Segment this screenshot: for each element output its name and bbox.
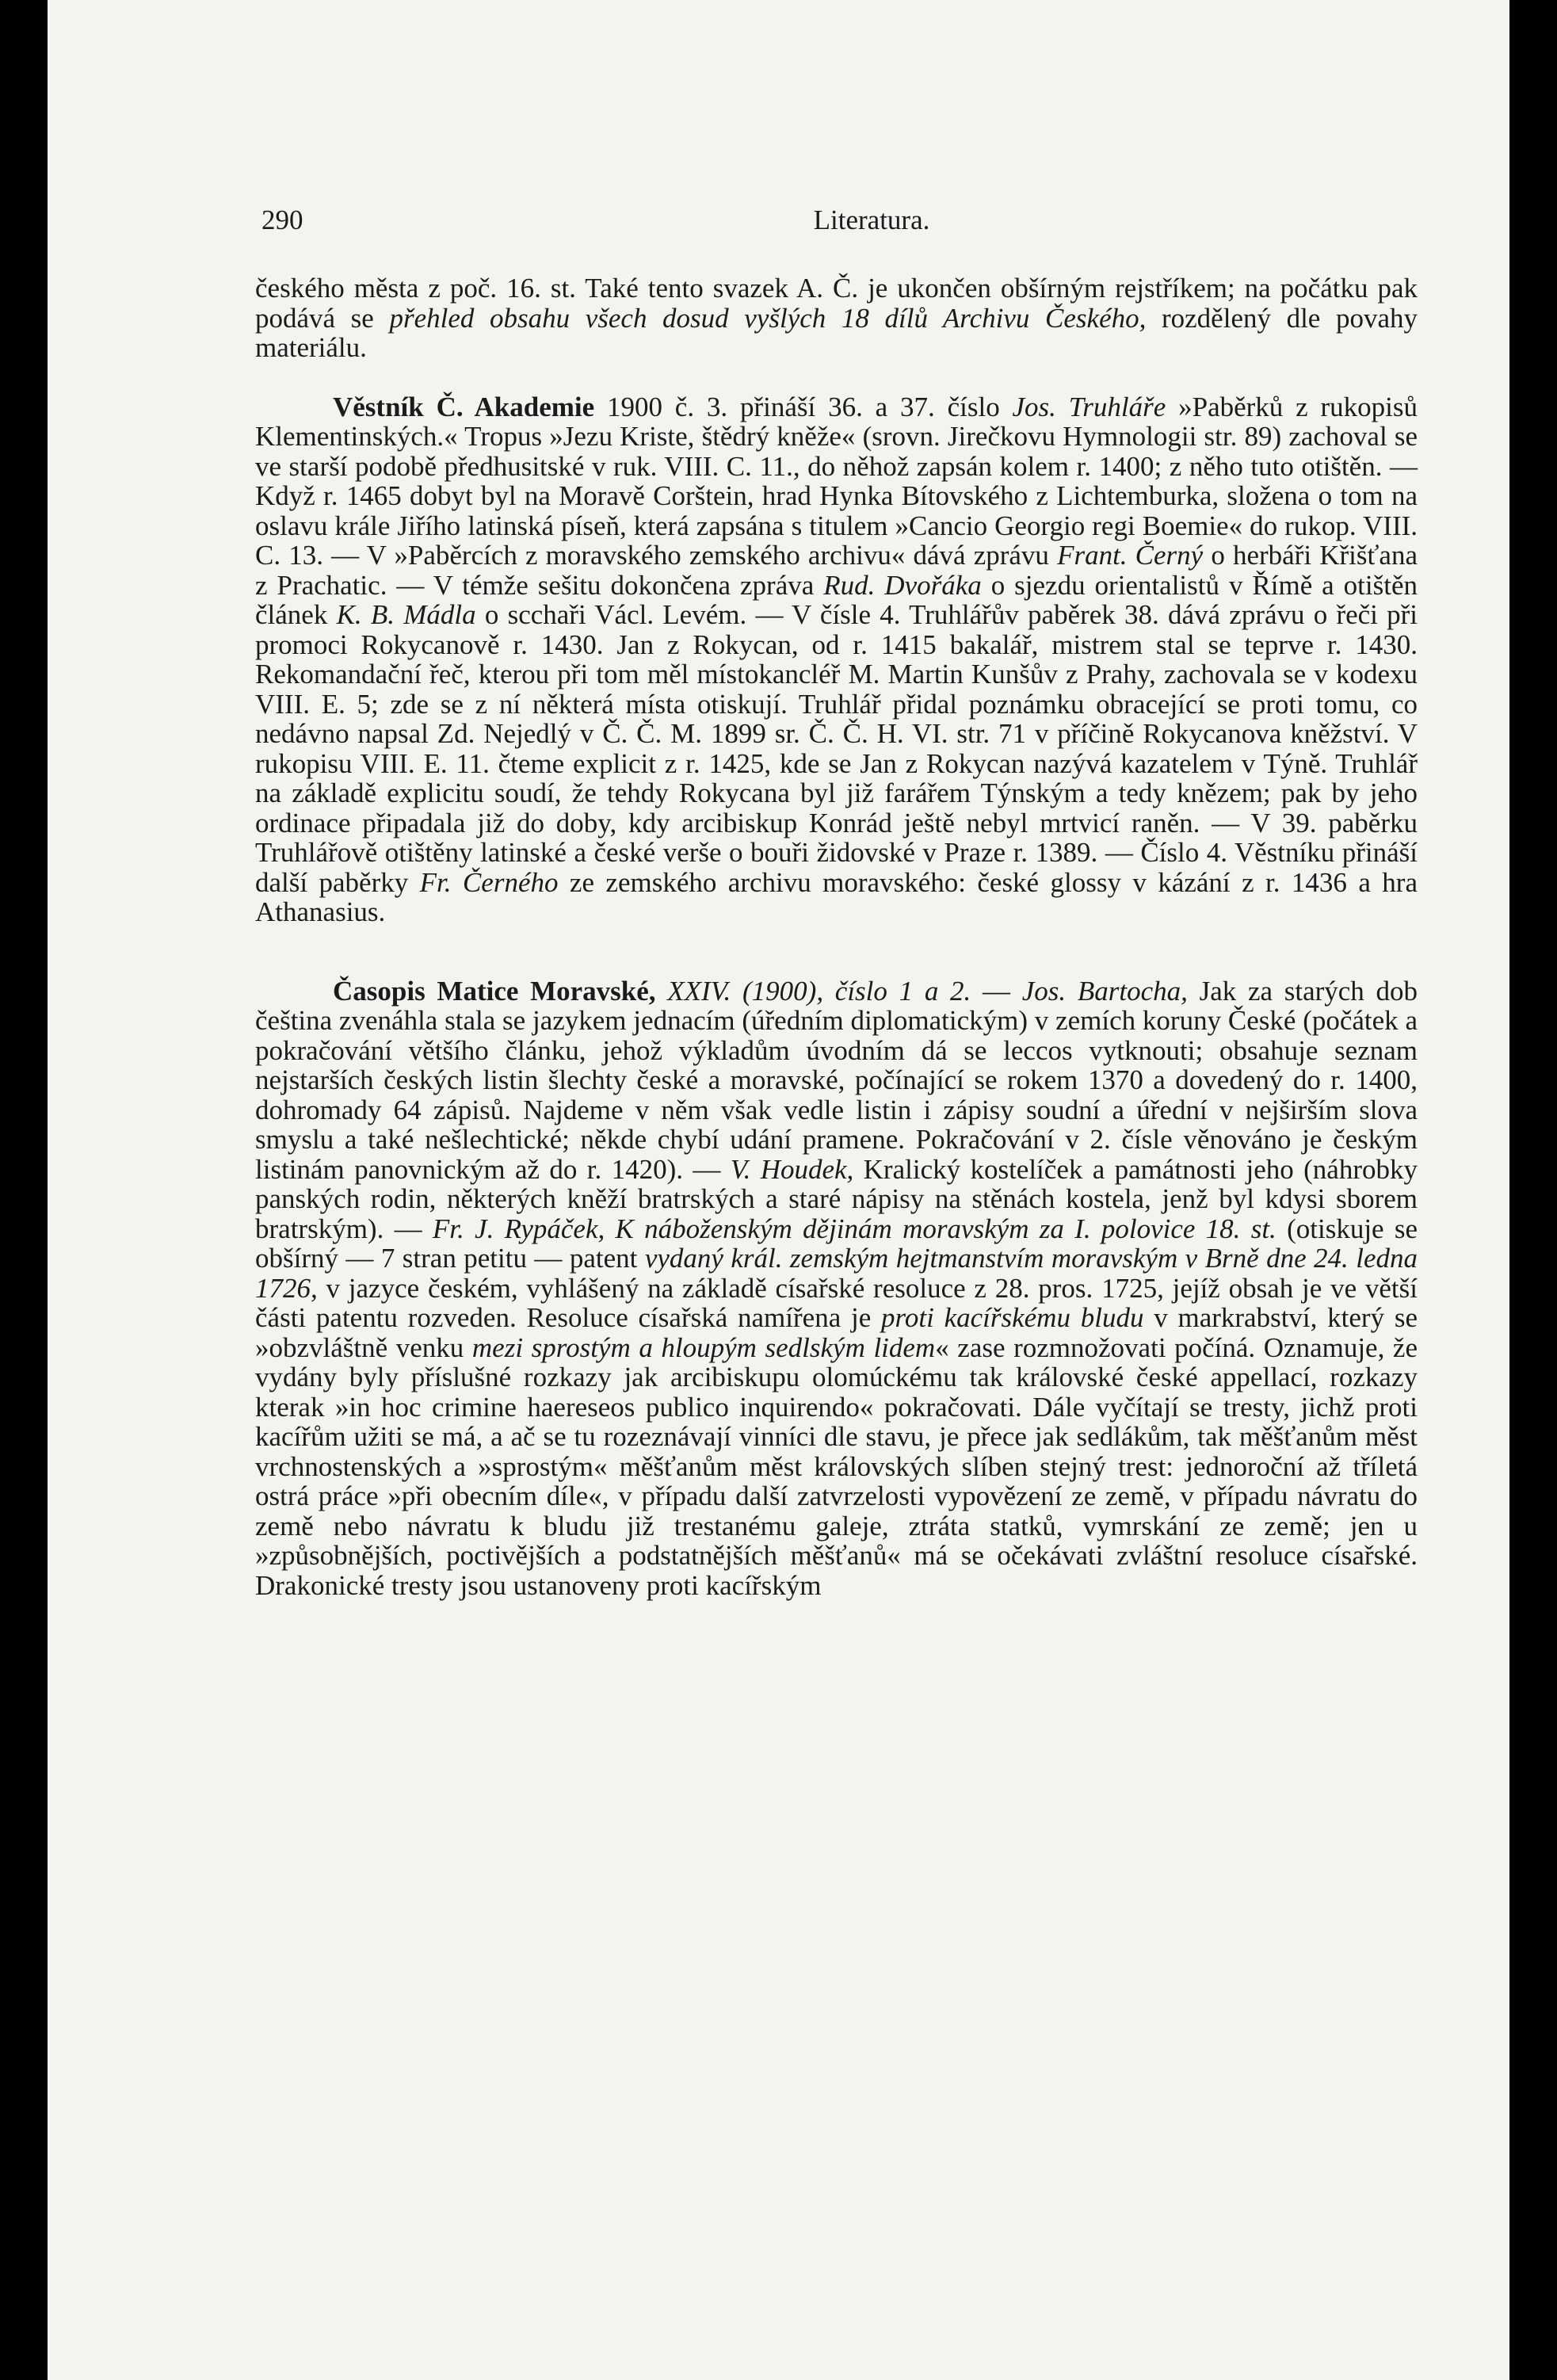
running-head: Literatura. [813, 204, 930, 235]
body-text [255, 273, 1418, 1600]
journal-title: Věstník Č. Akademie [333, 391, 595, 422]
paragraph-vestnik: Věstník Č. Akademie 1900 č. 3. přináší 36. a 37. číslo Jos. Truhláře »Paběrků z rukopisů Klementinských.« Tropus »Jezu Kriste, štědrý kněže« (srovn. Jirečkovu Hymnologii str. 89) zachoval se ve starší podobě předhusitské v ruk. VIII. C. 11., do něhož zapsán kolem r. 1400; z něho tuto otištěn. — Když r. 1465 dobyt byl na Moravě Corštein, hrad Hynka Bítovského z Lichtemburka, složena o tom na oslavu krále Jiřího latinská píseň, která zapsána s titulem »Cancio Georgio regi Boemie« do rukop. VIII. C. 13. — V »Paběrcích z moravského zemského archivu« dává zprávu Frant. Černý o herbáři Křišťana z Prachatic. — V témže sešitu dokončena zpráva Rud. Dvořáka o sjezdu orientalistů v Římě a otištěn článek K. B. Mádla o scchaři Václ. Levém. — V čísle 4. Truhlářův paběrek 38. dává zprávu o řeči při promoci Rokycanově r. 1430. Jan z Rokycan, od r. 1415 bakalář, mistrem stal se teprve r. 1430. Rekomandační řeč, kterou při tom měl místokancléř M. Martin Kunšův z Prahy, zachovala se v kodexu VIII. E. 5; zde se z ní některá místa otiskují. Truhlář přidal poznámku obracející se proti tomu, co nedávno napsal Zd. Nejedlý v Č. Č. M. 1899 sr. Č. Č. H. VI. str. 71 v příčině Rokycanova kněžství. V rukopisu VIII. E. 11. čteme explicit z r. 1425, kde se Jan z Rokycan nazývá kazatelem v Týně. Truhlář na základě explicitu soudí, že tehdy Rokycana byl již farářem Týnským a tedy knězem; pak by jeho ordinace připadala již do doby, kdy arcibiskup Konrád ještě nebyl mrtvicí raněn. — V 39. paběrku Truhlářově otištěny latinské a české verše o bouři židovské v Praze r. 1389. — Číslo 4. Věstníku přináší další paběrky Fr. Černého ze zemského archivu moravského: české glossy v kázání z r. 1436 a hra Athanasius. [255, 391, 1418, 927]
page-number: 290 [261, 204, 303, 235]
paragraph-continuation: českého města z poč. 16. st. Také tento svazek A. Č. je ukončen obšírným rejstříkem; na počátku pak podává se přehled obsahu všech dosud vyšlých 18 dílů Archivu Českého, rozdělený dle povahy materiálu. [255, 273, 1418, 363]
book-page [48, 0, 1509, 2380]
page-header [261, 204, 1482, 236]
journal-title: Časopis Matice Moravské, [333, 975, 656, 1007]
paragraph-casopis: Časopis Matice Moravské, XXIV. (1900), číslo 1 a 2. — Jos. Bartocha, Jak za starých dob čeština zvenáhla stala se jazykem jednacím (úředním diplomatickým) v zemích koruny České (počátek a pokračování většího článku, jehož výkladům úvodním dá se leccos vytknouti; obsahuje seznam nejstarších českých listin šlechty české a moravské, počínající se rokem 1370 a dovedený do r. 1400, dohromady 64 zápisů. Najdeme v něm však vedle listin i zápisy soudní a úřední v nejširším slova smyslu a také nešlechtické; někde chybí udání pramene. Pokračování v 2. čísle věnováno je českým listinám panovnickým až do r. 1420). — V. Houdek, Kralický kostelíček a památnosti jeho (náhrobky panských rodin, některých kněží bratrských a staré nápisy na stěnách kostela, jenž byl kdysi sborem bratrským). — Fr. J. Rypáček, K náboženským dějinám moravským za I. polovice 18. st. (otiskuje se obšírný — 7 stran petitu — patent vydaný král. zemským hejtmanstvím moravským v Brně dne 24. ledna 1726, v jazyce českém, vyhlášený na základě císařské resoluce z 28. pros. 1725, jejíž obsah je ve větší části patentu rozveden. Resoluce císařská namířena je proti kacířskému bludu v markrabství, který se »obzvláštně venku mezi sprostým a hloupým sedlským lidem« zase rozmnožovati počíná. Oznamuje, že vydány byly příslušné rozkazy jak arcibiskupu olomúckému tak královské české appellací, rozkazy kterak »in hoc crimine haereseos publico inquirendo« pokračovati. Dále vyčítají se tresty, jichž proti kacířům užiti se má, a ač se tu rozeznávají vinníci dle stavu, je přece jak sedlákům, tak měšťanům měst vrchnostenských a »sprostým« měšťanům měst královských slíben stejný trest: jednoroční až tříletá ostrá práce »při obecním díle«, v případu další zatvrzelosti vypovězení ze země, v případu návratu do země nebo návratu k bludu již trestanému galeje, ztráta statků, vymrskání ze země; jen u »způsobnějších, poctivějších a podstatnějších měšťanů« má se očekávati zvláštní resoluce císařské. Drakonické tresty jsou ustanoveny proti kacířským [255, 975, 1418, 1601]
